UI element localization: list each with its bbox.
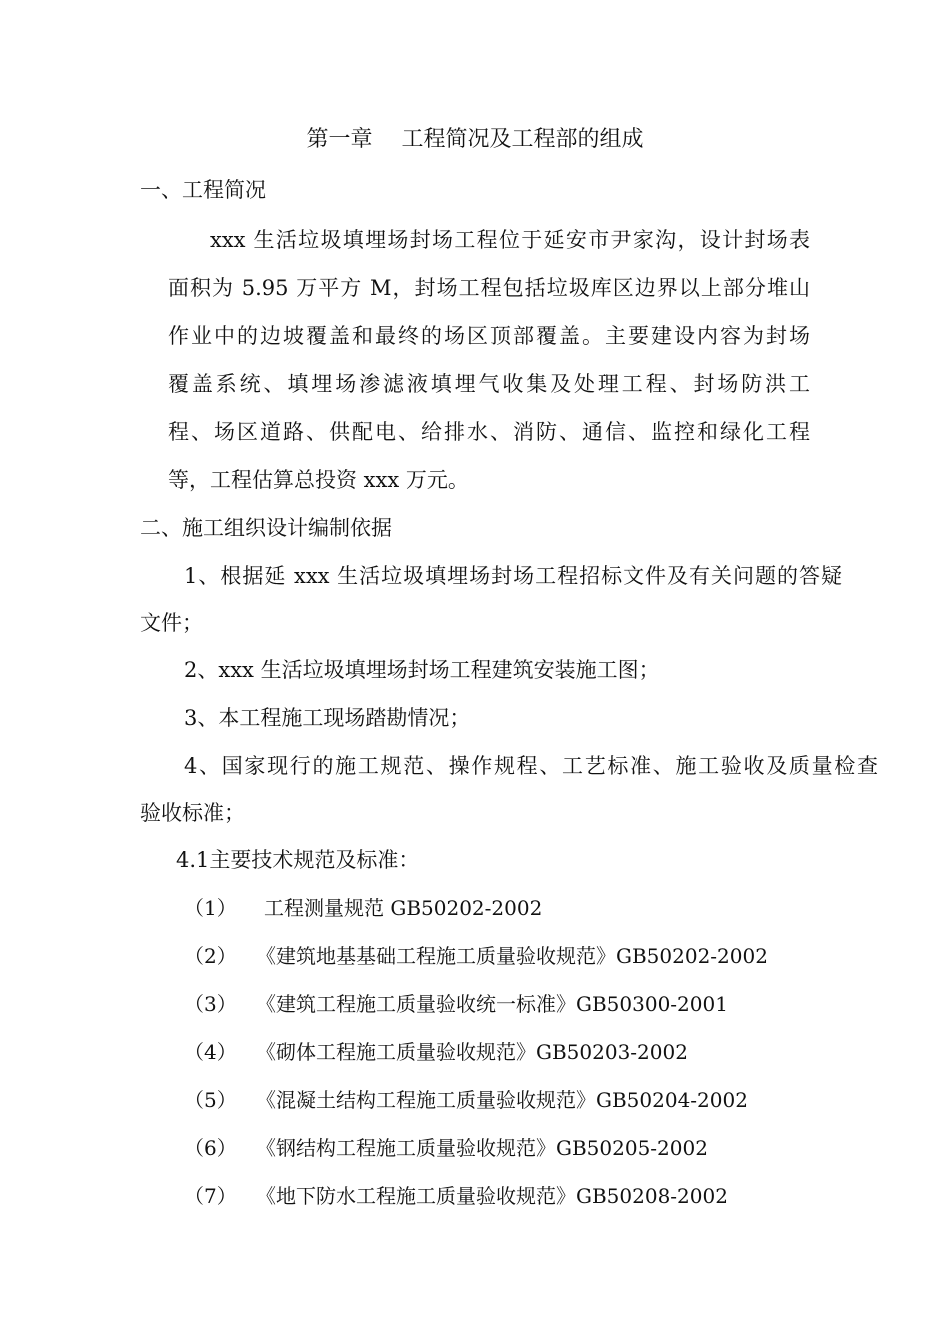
reference-text: 《地下防水工程施工质量验收规范》GB50208-2002 [256,1184,728,1208]
paragraph-line: 面积为 5.95 万平方 M，封场工程包括垃圾库区边界以上部分堆山 [168,276,810,300]
reference-text: 《建筑地基基础工程施工质量验收规范》GB50202-2002 [256,944,768,968]
basis-item-2: 2、xxx 生活垃圾填埋场封场工程建筑安装施工图； [184,658,660,682]
paragraph-line: xxx 生活垃圾填埋场封场工程位于延安市尹家沟，设计封场表 [210,228,810,252]
section-heading-basis: 二、施工组织设计编制依据 [140,516,392,540]
reference-number: （1） [184,896,237,920]
reference-text: 《钢结构工程施工质量验收规范》GB50205-2002 [256,1136,708,1160]
paragraph-line: 等，工程估算总投资 xxx 万元。 [168,468,469,492]
reference-number: （2） [184,944,237,968]
reference-text: 《建筑工程施工质量验收统一标准》GB50300-2001 [256,992,728,1016]
reference-number: （6） [184,1136,237,1160]
section-heading-overview: 一、工程简况 [140,178,266,202]
basis-item-4: 4、国家现行的施工规范、操作规程、工艺标准、施工验收及质量检查 [184,754,878,778]
paragraph-line: 程、场区道路、供配电、给排水、消防、通信、监控和绿化工程 [168,420,810,444]
reference-number: （5） [184,1088,237,1112]
chapter-title: 第一章 工程简况及工程部的组成 [306,127,644,152]
basis-item-1-cont: 文件； [140,611,203,635]
paragraph-line: 作业中的边坡覆盖和最终的场区顶部覆盖。主要建设内容为封场 [168,324,810,348]
subsection-heading: 4.1主要技术规范及标准： [176,848,420,872]
reference-number: （3） [184,992,237,1016]
basis-item-4-cont: 验收标准； [140,801,245,825]
basis-item-3: 3、本工程施工现场踏勘情况； [184,706,471,730]
reference-text: 《混凝土结构工程施工质量验收规范》GB50204-2002 [256,1088,748,1112]
reference-text: 《砌体工程施工质量验收规范》GB50203-2002 [256,1040,688,1064]
reference-number: （7） [184,1184,237,1208]
paragraph-line: 覆盖系统、填埋场渗滤液填埋气收集及处理工程、封场防洪工 [168,372,810,396]
basis-item-1: 1、根据延 xxx 生活垃圾填埋场封场工程招标文件及有关问题的答疑 [184,564,842,588]
reference-text: 工程测量规范 GB50202-2002 [264,896,543,920]
reference-number: （4） [184,1040,237,1064]
